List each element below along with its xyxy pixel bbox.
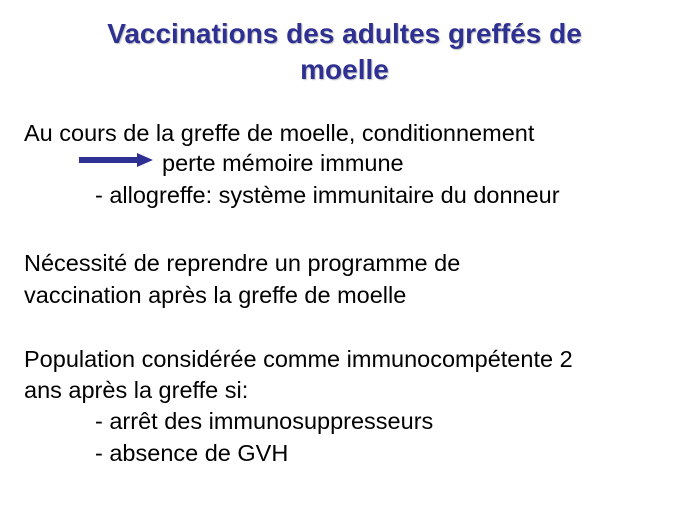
slide-title [0, 16, 689, 88]
arrow-shaft [79, 157, 139, 163]
title-line-2: moelle [300, 54, 389, 85]
title-line-1: Vaccinations des adultes greffés de [107, 18, 582, 49]
para3-line3: - arrêt des immunosuppresseurs [95, 408, 434, 434]
para1-line2: perte mémoire immune [162, 150, 404, 176]
arrow-head [137, 153, 153, 167]
para3-line1: Population considérée comme immunocompétente 2 [24, 346, 573, 372]
para3-line4: - absence de GVH [95, 440, 289, 466]
right-arrow-icon [79, 153, 153, 167]
para1-line3: - allogreffe: système immunitaire du donneur [95, 182, 560, 208]
para3-line2: ans après la greffe si: [24, 377, 249, 403]
para2-line1: Nécessité de reprendre un programme de [24, 250, 461, 276]
para2-line2: vaccination après la greffe de moelle [24, 282, 407, 308]
para1-line1: Au cours de la greffe de moelle, conditionnement [24, 120, 535, 146]
